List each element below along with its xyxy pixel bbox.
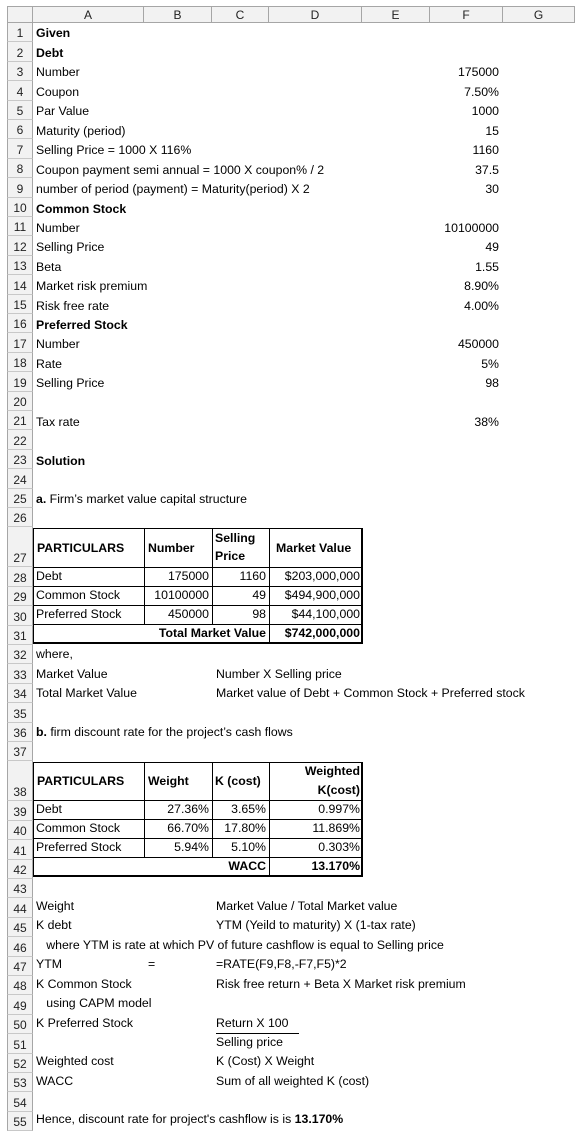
row-number: 28 — [13, 571, 27, 585]
row-number: 9 — [16, 182, 24, 196]
row-header[interactable] — [7, 62, 33, 81]
cell-a16[interactable]: Preferred Stock — [36, 318, 128, 332]
part-a-prefix: a. — [36, 492, 47, 506]
row-header[interactable] — [7, 295, 33, 314]
cell-f6[interactable]: 15 — [485, 124, 499, 138]
cell-a23[interactable]: Solution — [36, 454, 86, 468]
cell-f9[interactable]: 30 — [485, 182, 499, 196]
table1-preferred-name[interactable]: Preferred Stock — [36, 607, 122, 621]
cell-a7[interactable]: Selling Price = 1000 X 116% — [36, 143, 192, 157]
row-header[interactable] — [7, 567, 33, 587]
row-header[interactable] — [7, 430, 33, 450]
row-header[interactable] — [7, 314, 33, 333]
cell-a17[interactable]: Number — [36, 337, 80, 351]
table1-header-market-value[interactable]: Market Value — [276, 541, 352, 555]
cell-c53[interactable]: Sum of all weighted K (cost) — [216, 1074, 370, 1088]
row-header[interactable] — [7, 957, 33, 976]
table2-divider — [33, 800, 363, 801]
row-header[interactable] — [7, 256, 33, 275]
row-number: 19 — [13, 376, 27, 390]
table1-divider — [33, 567, 363, 568]
cell-c47[interactable]: =RATE(F9,F8,-F7,F5)*2 — [216, 957, 347, 971]
row-number: 13 — [13, 259, 27, 273]
row-number: 16 — [13, 317, 27, 331]
row-number: 30 — [13, 610, 27, 624]
table2-common-k[interactable]: 17.80% — [224, 821, 266, 835]
cell-c51[interactable]: Selling price — [216, 1035, 283, 1049]
cell-a6[interactable]: Maturity (period) — [36, 124, 126, 138]
cell-f7[interactable]: 1160 — [472, 143, 499, 157]
row-number: 45 — [13, 921, 27, 935]
corner-cell[interactable] — [7, 6, 33, 23]
table1-common-number[interactable]: 10100000 — [154, 588, 209, 602]
row-number: 27 — [13, 551, 27, 565]
row-number: 2 — [16, 46, 24, 60]
cell-f19[interactable]: 98 — [485, 376, 499, 390]
cell-a55[interactable] — [36, 1112, 343, 1126]
column-header-b[interactable]: B — [144, 6, 212, 23]
row-number: 7 — [16, 143, 24, 157]
cell-a14[interactable]: Market risk premium — [36, 279, 148, 293]
row-header[interactable] — [7, 626, 33, 645]
column-header-d[interactable]: D — [269, 6, 362, 23]
row-number: 48 — [13, 979, 27, 993]
table1-debt-mv[interactable]: $203,000,000 — [284, 569, 360, 583]
row-header[interactable] — [7, 1112, 33, 1131]
row-number: 6 — [16, 123, 24, 137]
cell-a21[interactable]: Tax rate — [36, 415, 80, 429]
row-header[interactable] — [7, 139, 33, 159]
cell-f17[interactable]: 450000 — [457, 337, 499, 351]
row-number: 43 — [13, 882, 27, 896]
cell-f18[interactable]: 5% — [481, 357, 499, 371]
table1-debt-name[interactable]: Debt — [36, 569, 62, 583]
row-header[interactable] — [7, 333, 33, 353]
row-header[interactable] — [7, 995, 33, 1015]
row-header[interactable] — [7, 450, 33, 469]
table2-divider — [33, 857, 363, 858]
row-header[interactable] — [7, 1073, 33, 1092]
table2-total-label[interactable]: WACC — [228, 859, 266, 873]
row-number: 47 — [13, 960, 27, 974]
row-header[interactable] — [7, 198, 33, 217]
row-header[interactable] — [7, 489, 33, 508]
cell-c50[interactable]: Return X 100 — [216, 1016, 289, 1030]
cell-a5[interactable]: Par Value — [36, 104, 90, 118]
row-number: 51 — [13, 1038, 27, 1052]
row-number: 11 — [13, 220, 27, 234]
row-header[interactable] — [7, 178, 33, 198]
table1-preferred-number[interactable]: 450000 — [167, 607, 209, 621]
cell-a18[interactable]: Rate — [36, 357, 62, 371]
cell-a44[interactable]: Weight — [36, 899, 75, 913]
row-number: 44 — [13, 902, 27, 916]
table1-debt-price[interactable]: 1160 — [239, 569, 266, 583]
cell-f21[interactable]: 38% — [474, 415, 499, 429]
row-header[interactable] — [7, 508, 33, 527]
row-number: 10 — [13, 201, 27, 215]
table1-divider — [33, 605, 363, 606]
table1-header-number[interactable]: Number — [148, 541, 195, 555]
row-number: 50 — [13, 1018, 27, 1032]
row-number: 53 — [13, 1076, 27, 1090]
cell-a1[interactable]: Given — [36, 26, 71, 40]
cell-f13[interactable]: 1.55 — [475, 260, 499, 274]
table2-header-weight[interactable]: Weight — [148, 774, 189, 788]
column-header-c[interactable]: C — [212, 6, 269, 23]
table2-divider — [33, 838, 363, 839]
cell-a32[interactable]: where, — [36, 647, 73, 661]
cell-a45[interactable]: K debt — [36, 918, 72, 932]
row-number: 55 — [13, 1115, 27, 1129]
cell-f3[interactable]: 175000 — [457, 65, 499, 79]
row-number: 4 — [16, 85, 24, 99]
row-header[interactable] — [7, 236, 33, 256]
row-number: 36 — [13, 726, 27, 740]
row-header[interactable] — [7, 1015, 33, 1034]
row-number: 25 — [13, 492, 27, 506]
row-number: 3 — [16, 65, 24, 79]
table2-common-name[interactable]: Common Stock — [36, 821, 121, 835]
row-header[interactable] — [7, 353, 33, 372]
row-header[interactable] — [7, 821, 33, 840]
table1-header-selling[interactable]: Selling — [215, 531, 256, 545]
cell-c48[interactable]: Risk free return + Beta X Market risk premium — [216, 977, 466, 991]
table1-total-value[interactable]: $742,000,000 — [284, 626, 360, 640]
row-header[interactable] — [7, 23, 33, 42]
table2-preferred-k[interactable]: 5.10% — [231, 840, 266, 854]
cell-f15[interactable]: 4.00% — [464, 299, 499, 313]
table2-header-k[interactable]: K (cost) — [215, 774, 261, 788]
cell-a46[interactable]: where YTM is rate at which PV of future cashflow is equal to Selling price — [36, 938, 444, 952]
table1-total-label[interactable]: Total Market Value — [158, 626, 266, 640]
row-number: 32 — [13, 648, 27, 662]
table2-debt-k[interactable]: 3.65% — [231, 802, 266, 816]
cell-a53[interactable]: WACC — [36, 1074, 74, 1088]
row-number: 37 — [13, 745, 27, 759]
row-number: 54 — [13, 1096, 27, 1110]
cell-a36[interactable] — [36, 725, 293, 739]
row-header[interactable] — [7, 1034, 33, 1054]
row-number: 21 — [13, 414, 27, 428]
cell-a4[interactable]: Coupon — [36, 85, 80, 99]
cell-a10[interactable]: Common Stock — [36, 202, 127, 216]
row-header[interactable] — [7, 898, 33, 918]
conclusion-text: Hence, discount rate for project's cashflow is is — [36, 1112, 295, 1126]
table1-divider — [33, 586, 363, 587]
column-header-g[interactable]: G — [503, 6, 575, 23]
row-number: 41 — [13, 844, 27, 858]
column-header-f[interactable]: F — [430, 6, 503, 23]
cell-a15[interactable]: Risk free rate — [36, 299, 110, 313]
row-header[interactable] — [7, 860, 33, 879]
cell-c33[interactable]: Number X Selling price — [216, 667, 342, 681]
cell-a8[interactable]: Coupon payment semi annual = 1000 X coupon% / 2 — [36, 163, 325, 177]
row-header[interactable] — [7, 703, 33, 723]
table1-common-name[interactable]: Common Stock — [36, 588, 121, 602]
column-header-e[interactable]: E — [362, 6, 430, 23]
row-header[interactable] — [7, 840, 33, 860]
table2-common-weight[interactable]: 66.70% — [167, 821, 209, 835]
row-header[interactable] — [7, 469, 33, 489]
row-header[interactable] — [7, 411, 33, 430]
row-number: 38 — [13, 785, 27, 799]
row-header[interactable] — [7, 1092, 33, 1112]
table2-divider — [33, 819, 363, 820]
row-number: 8 — [16, 162, 24, 176]
cell-c52[interactable]: K (Cost) X Weight — [216, 1054, 315, 1068]
row-number: 42 — [13, 863, 27, 877]
row-header[interactable] — [7, 159, 33, 178]
cell-b47[interactable]: = — [148, 957, 156, 971]
row-header[interactable] — [7, 81, 33, 101]
row-number: 20 — [13, 395, 27, 409]
row-header[interactable] — [7, 392, 33, 411]
cell-a2[interactable]: Debt — [36, 46, 64, 60]
row-number: 12 — [13, 240, 27, 254]
row-header[interactable] — [7, 918, 33, 937]
table1-debt-number[interactable]: 175000 — [167, 569, 209, 583]
cell-f8[interactable]: 37.5 — [475, 163, 499, 177]
cell-a11[interactable]: Number — [36, 221, 80, 235]
cell-a33[interactable]: Market Value — [36, 667, 108, 681]
row-number: 31 — [13, 629, 27, 643]
row-header[interactable] — [7, 937, 33, 957]
conclusion-value: 13.170% — [294, 1112, 344, 1126]
row-number: 29 — [13, 590, 27, 604]
cell-c44[interactable]: Market Value / Total Market value — [216, 899, 398, 913]
table1-common-price[interactable]: 49 — [252, 588, 266, 602]
cell-f4[interactable]: 7.50% — [464, 85, 499, 99]
row-number: 49 — [13, 999, 27, 1013]
row-number: 34 — [13, 687, 27, 701]
row-number: 39 — [13, 805, 27, 819]
row-header[interactable] — [7, 761, 33, 801]
row-number: 5 — [16, 104, 24, 118]
column-header-a[interactable]: A — [33, 6, 144, 23]
table2-preferred-weight[interactable]: 5.94% — [174, 840, 209, 854]
row-header[interactable] — [7, 723, 33, 742]
row-number: 52 — [13, 1057, 27, 1071]
row-header[interactable] — [7, 645, 33, 664]
table1-preferred-price[interactable]: 98 — [252, 607, 266, 621]
part-a-text: Firm’s market value capital structure — [46, 492, 247, 506]
cell-a12[interactable]: Selling Price — [36, 240, 105, 254]
table2-preferred-wk[interactable]: 0.303% — [318, 840, 360, 854]
table2-header-kcost[interactable]: K(cost) — [317, 783, 360, 797]
row-number: 15 — [13, 298, 27, 312]
row-header[interactable] — [7, 42, 33, 62]
fraction-line — [216, 1033, 299, 1034]
row-number: 40 — [13, 824, 27, 838]
cell-a47[interactable]: YTM — [36, 957, 62, 971]
table1-preferred-mv[interactable]: $44,100,000 — [291, 607, 360, 621]
cell-a9[interactable]: number of period (payment) = Maturity(period) X 2 — [36, 182, 310, 196]
table1-header-price[interactable]: Price — [215, 549, 246, 563]
row-header[interactable] — [7, 801, 33, 821]
table2-preferred-name[interactable]: Preferred Stock — [36, 840, 122, 854]
row-header[interactable] — [7, 275, 33, 295]
cell-c34[interactable]: Market value of Debt + Common Stock + Preferred stock — [216, 686, 525, 700]
cell-a13[interactable]: Beta — [36, 260, 62, 274]
row-header[interactable] — [7, 217, 33, 236]
row-number: 23 — [13, 453, 27, 467]
row-header[interactable] — [7, 684, 33, 703]
cell-a25[interactable] — [36, 492, 247, 506]
row-header[interactable] — [7, 101, 33, 120]
row-number: 14 — [13, 279, 27, 293]
cell-f11[interactable]: 10100000 — [444, 221, 499, 235]
cell-a3[interactable]: Number — [36, 65, 80, 79]
cell-c45[interactable]: YTM (Yeild to maturity) X (1-tax rate) — [216, 918, 416, 932]
row-header[interactable] — [7, 527, 33, 567]
row-header[interactable] — [7, 742, 33, 761]
row-number: 46 — [13, 941, 27, 955]
row-header[interactable] — [7, 120, 33, 139]
table2-debt-weight[interactable]: 27.36% — [167, 802, 209, 816]
cell-a19[interactable]: Selling Price — [36, 376, 105, 390]
row-number: 17 — [13, 337, 27, 351]
cell-f5[interactable]: 1000 — [471, 104, 499, 118]
table2-header-weighted[interactable]: Weighted — [304, 764, 360, 778]
row-header[interactable] — [7, 879, 33, 898]
cell-f14[interactable]: 8.90% — [464, 279, 499, 293]
row-header[interactable] — [7, 587, 33, 606]
cell-a48[interactable]: K Common Stock — [36, 977, 132, 991]
row-header[interactable] — [7, 606, 33, 626]
cell-a50[interactable]: K Preferred Stock — [36, 1016, 134, 1030]
part-b-prefix: b. — [36, 725, 47, 739]
row-number: 26 — [13, 511, 27, 525]
table2-debt-wk[interactable]: 0.997% — [318, 802, 360, 816]
row-number: 33 — [13, 668, 27, 682]
cell-a52[interactable]: Weighted cost — [36, 1054, 114, 1068]
table1-common-mv[interactable]: $494,900,000 — [284, 588, 360, 602]
table2-common-wk[interactable]: 11.869% — [312, 821, 360, 835]
table2-header-particulars[interactable]: PARTICULARS — [37, 774, 125, 788]
row-number: 35 — [13, 707, 27, 721]
row-number: 24 — [13, 473, 27, 487]
cell-a34[interactable]: Total Market Value — [36, 686, 137, 700]
table2-debt-name[interactable]: Debt — [36, 802, 62, 816]
row-number: 1 — [16, 26, 24, 40]
row-header[interactable] — [7, 976, 33, 995]
row-header[interactable] — [7, 372, 33, 392]
cell-f12[interactable]: 49 — [485, 240, 499, 254]
part-b-text: firm discount rate for the project’s cash flows — [46, 725, 293, 739]
table1-header-particulars[interactable]: PARTICULARS — [37, 541, 125, 555]
row-number: 22 — [13, 434, 27, 448]
table1-divider — [33, 624, 363, 625]
row-header[interactable] — [7, 664, 33, 684]
table2-total-value[interactable]: 13.170% — [311, 859, 360, 873]
cell-a49[interactable]: using CAPM model — [36, 996, 152, 1010]
row-header[interactable] — [7, 1054, 33, 1073]
row-number: 18 — [13, 356, 27, 370]
